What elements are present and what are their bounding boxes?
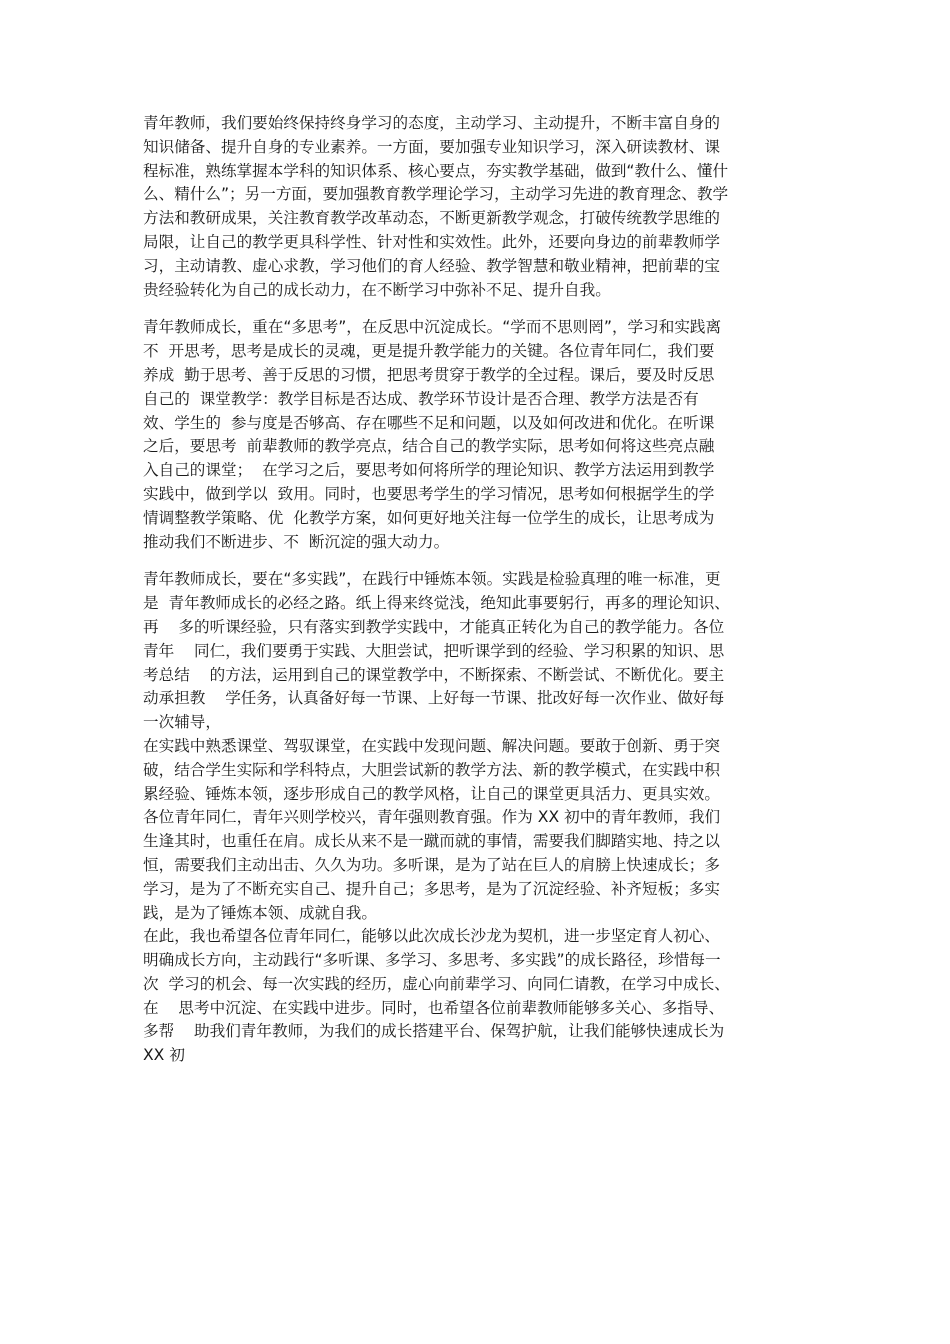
text-line: 入自己的课堂； 在学习之后，要思考如何将所学的理论知识、教学方法运用到教学 [143, 461, 715, 480]
text-line: 实践中，做到学以 致用。同时，也要思考学生的学习情况，思考如何根据学生的学 [143, 484, 715, 503]
text-line: 青年教师成长，重在“多思考”，在反思中沉淀成长。“学而不思则罔”，学习和实践离 [143, 318, 722, 337]
text-line: 青年教师成长，要在“多实践”，在践行中锤炼本领。实践是检验真理的唯一标准，更 [143, 570, 721, 589]
text-line: 推动我们不断进步、不 断沉淀的强大动力。 [143, 532, 450, 551]
text-line: 贵经验转化为自己的成长动力，在不断学习中弥补不足、提升自我。 [143, 280, 611, 299]
text-line: 在实践中熟悉课堂、驾驭课堂，在实践中发现问题、解决问题。要敢于创新、勇于突 [143, 736, 720, 755]
text-line: 养成 勤于思考、善于反思的习惯，把思考贯穿于教学的全过程。课后，要及时反思 [143, 365, 715, 384]
text-line: 方法和教研成果，关注教育教学改革动态，不断更新教学观念，打破传统教学思维的 [143, 209, 720, 228]
text-line: 程标准，熟练掌握本学科的知识体系、核心要点，夯实教学基础，做到“教什么、懂什 [143, 161, 729, 180]
paragraph [143, 316, 808, 554]
text-line: 青年教师，我们要始终保持终身学习的态度，主动学习、主动提升，不断丰富自身的 [143, 114, 720, 132]
text-line: 情调整教学策略、优 化教学方案，如何更好地关注每一位学生的成长，让思考成为 [143, 508, 715, 527]
paragraph [143, 925, 808, 1068]
text-line: 青年 同仁，我们要勇于实践、大胆尝试，把听课学到的经验、学习积累的知识、思 [143, 641, 725, 660]
text-line: 习，主动请教、虚心求教，学习他们的育人经验、教学智慧和敬业精神，把前辈的宝 [143, 256, 720, 275]
paragraph [143, 568, 808, 925]
text-line: 在 思考中沉淀、在实践中进步。同时，也希望各位前辈教师能够多关心、多指导、 [143, 998, 725, 1017]
text-line: 考总结 的方法，运用到自己的课堂教学中，不断探索、不断尝试、不断优化。要主 [143, 665, 725, 684]
text-line: 自己的 课堂教学：教学目标是否达成、教学环节设计是否合理、教学方法是否有 [143, 389, 699, 408]
text-line: 效、学生的 参与度是否够高、存在哪些不足和问题，以及如何改进和优化。在听课 [143, 413, 715, 432]
text-line: 么、精什么”；另一方面，要加强教育教学理论学习，主动学习先进的教育理念、教学 [143, 185, 729, 204]
text-line: 践，是为了锤炼本领、成就自我。 [143, 903, 377, 922]
text-line: 各位青年同仁，青年兴则学校兴，青年强则教育强。作为 XX 初中的青年教师，我们 [143, 808, 721, 827]
paragraph [143, 112, 808, 302]
text-line: 破，结合学生实际和学科特点，大胆尝试新的教学方法、新的教学模式，在实践中积 [143, 760, 720, 779]
text-line: 局限，让自己的教学更具科学性、针对性和实效性。此外，还要向身边的前辈教师学 [143, 232, 720, 251]
text-line: 学习，是为了不断充实自己、提升自己；多思考，是为了沉淀经验、补齐短板；多实 [143, 879, 720, 898]
text-line: 次 学习的机会、每一次实践的经历，虚心向前辈学习、向同仁请教，在学习中成长、 [143, 974, 730, 993]
text-line: 一次辅导， [143, 713, 221, 732]
text-line: 之后，要思考 前辈教师的教学亮点，结合自己的教学实际，思考如何将这些亮点融 [143, 437, 715, 456]
text-line: 恒，需要我们主动出击、久久为功。多听课，是为了站在巨人的肩膀上快速成长；多 [143, 855, 720, 874]
text-line: 累经验、锤炼本领，逐步形成自己的教学风格，让自己的课堂更具活力、更具实效。 [143, 784, 720, 803]
document-body [143, 112, 808, 1082]
text-line: 多帮 助我们青年教师，为我们的成长搭建平台、保驾护航，让我们能够快速成长为 [143, 1022, 725, 1041]
text-line: 动承担教 学任务，认真备好每一节课、上好每一节课、批改好每一次作业、做好每 [143, 689, 725, 708]
text-line: 明确成长方向，主动践行“多听课、多学习、多思考、多实践”的成长路径，珍惜每一 [143, 951, 721, 970]
text-line: 生逢其时，也重任在肩。成长从来不是一蹴而就的事情，需要我们脚踏实地、持之以 [143, 832, 720, 851]
text-line: XX 初 [143, 1046, 185, 1065]
text-line: 在此，我也希望各位青年同仁，能够以此次成长沙龙为契机，进一步坚定育人初心、 [143, 927, 720, 946]
text-line: 知识储备、提升自身的专业素养。一方面，要加强专业知识学习，深入研读教材、课 [143, 137, 720, 156]
text-line: 再 多的听课经验，只有落实到教学实践中，才能真正转化为自己的教学能力。各位 [143, 617, 725, 636]
text-line: 不 开思考，思考是成长的灵魂，更是提升教学能力的关键。各位青年同仁，我们要 [143, 342, 715, 361]
text-line: 是 青年教师成长的必经之路。纸上得来终觉浅，绝知此事要躬行，再多的理论知识、 [143, 594, 730, 613]
